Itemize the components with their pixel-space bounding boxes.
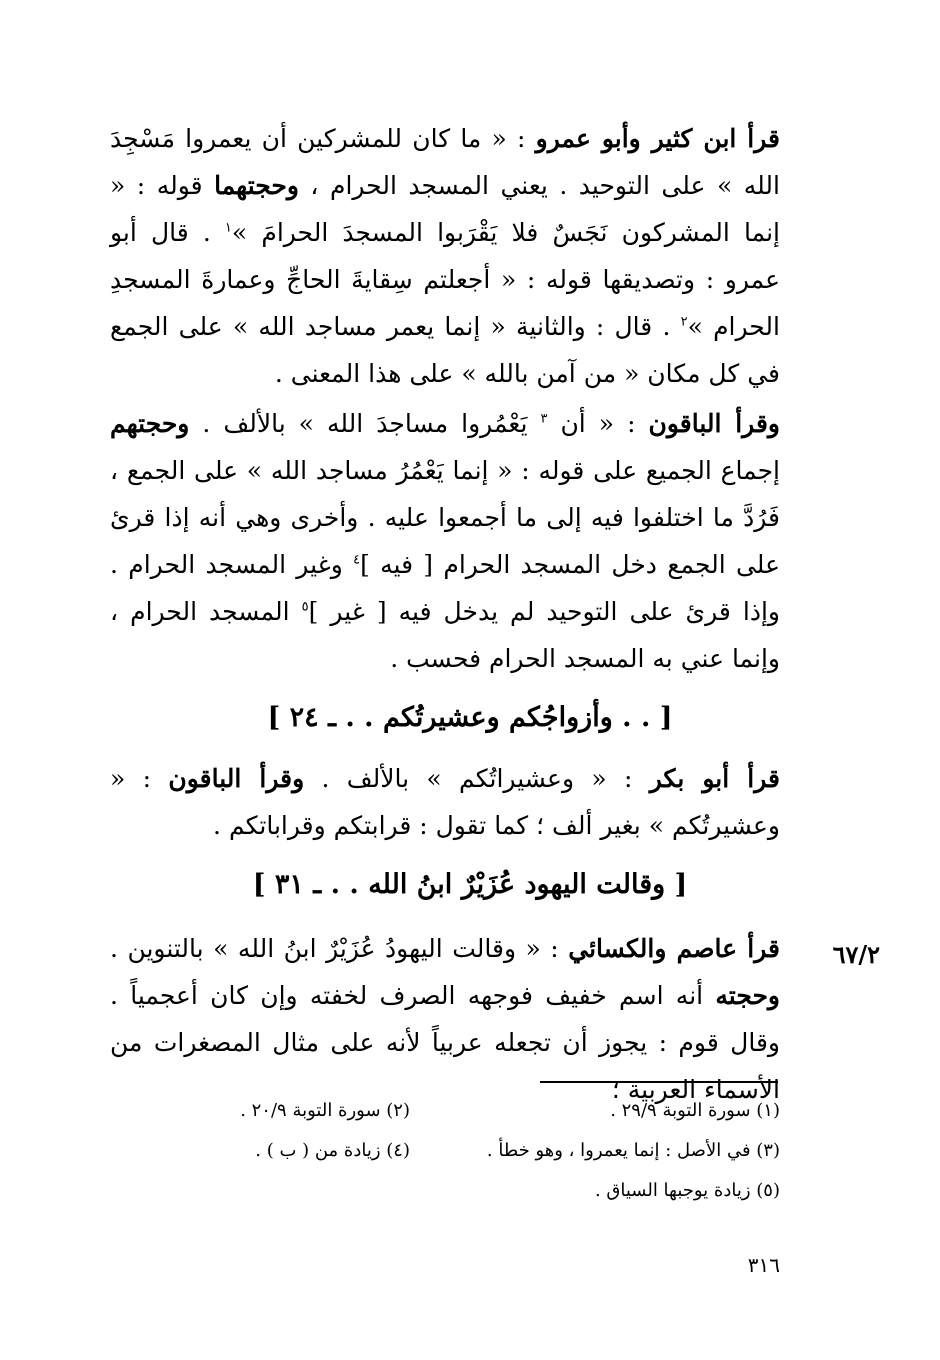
footnote-ref: ٢ (680, 314, 688, 330)
text-span: . قال : والثانية « إنما يعمر مساجد الله » على الجمع في كل مكان « من آمن بالله » على هذا المعنى . (110, 312, 780, 388)
page-number: ٣١٦ (747, 1253, 780, 1277)
footnote-separator (540, 1081, 778, 1083)
footnote-1: (١) سورة التوبة ٢٩/٩ . (610, 1100, 780, 1121)
text-span: إجماع الجميع على قوله : « إنما يَعْمُرُ مساجد الله » على الجمع ، فَرُدَّ ما اختلفوا فيه إلى ما أجمعوا عليه . وأخرى وهي أنه إذا قرئ على الجمع دخل المسجد الحرام [ فيه ] (110, 456, 781, 579)
footnote-ref: ٣ (540, 411, 548, 427)
paragraph-3 (110, 755, 780, 849)
footnote-5: (٥) زيادة يوجبها السياق . (594, 1180, 780, 1201)
text-span: وغير المسجد الحرام . وإذا قرئ على التوحيد لم يدخل فيه [ غير ] (110, 550, 780, 626)
text-span: المسجد الحرام ، وإنما عني به المسجد الحرام فحسب . (110, 597, 780, 673)
footnote-ref: ٥ (301, 599, 309, 615)
evidence-word: وحجتهم (110, 409, 190, 438)
text-span: : « ما كان للمشركين أن يعمروا مَسْجِدَ الله » على التوحيد . يعني المسجد الحرام ، (110, 124, 780, 200)
reader-names: قرأ عاصم والكسائي (568, 934, 780, 963)
footnote-3: (٣) في الأصل : إنما يعمروا ، وهو خطأ . (486, 1140, 780, 1161)
footnote-2: (٢) سورة التوبة ٢٠/٩ . (240, 1100, 410, 1121)
paragraph-1 (110, 115, 780, 397)
footnote-ref: ١ (224, 220, 232, 236)
paragraph-4 (110, 925, 780, 1113)
evidence-word: وحجتهما (214, 171, 299, 200)
text-span: : « وقالت اليهودُ عُزَيْرٌ ابنُ الله » بالتنوين . (110, 934, 569, 963)
verse-heading-24: [ . . وأزواجُكم وعشيرتُكم . . ـ ٢٤ ] (267, 702, 673, 733)
reader-names: قرأ أبو بكر (649, 764, 780, 793)
reader-names: قرأ ابن كثير وأبو عمرو (535, 124, 780, 153)
text-span: : « وعشيرتُكم » بغير ألف ؛ كما تقول : قرابتكم وقراباتكم . (110, 764, 780, 840)
footnote-4: (٤) زيادة من ( ب ) . (255, 1140, 410, 1161)
text-span: يَعْمُروا مساجدَ الله » بالألف . (189, 409, 541, 438)
text-span: : « أن (547, 409, 649, 438)
reader-names: وقرأ الباقون (648, 409, 780, 438)
evidence-word: وحجته (715, 981, 780, 1010)
footnote-ref: ٤ (353, 552, 361, 568)
reader-names: وقرأ الباقون (168, 764, 305, 793)
verse-heading-31: [ وقالت اليهود عُزَيْرٌ ابنُ الله . . ـ ٣١ ] (252, 869, 688, 900)
text-span: . قال أبو عمرو : وتصديقها قوله : « أجعلتم سِقايةَ الحاجِّ وعمارةَ المسجدِ الحرام » (110, 218, 780, 341)
manuscript-folio-ref: ٦٧/٢ (832, 940, 880, 969)
text-span: : « وعشيراتُكم » بالألف . (304, 764, 650, 793)
paragraph-2 (110, 400, 780, 682)
text-span: قوله : « إنما المشركون نَجَسٌ فلا يَقْرَبوا المسجدَ الحرامَ » (110, 171, 780, 247)
text-span: أنه اسم خفيف فوجهه الصرف لخفته وإن كان أعجمياً . وقال قوم : يجوز أن تجعله عربياً لأنه على مثال المصغرات من الأسماء العربية ؛ (110, 981, 780, 1104)
